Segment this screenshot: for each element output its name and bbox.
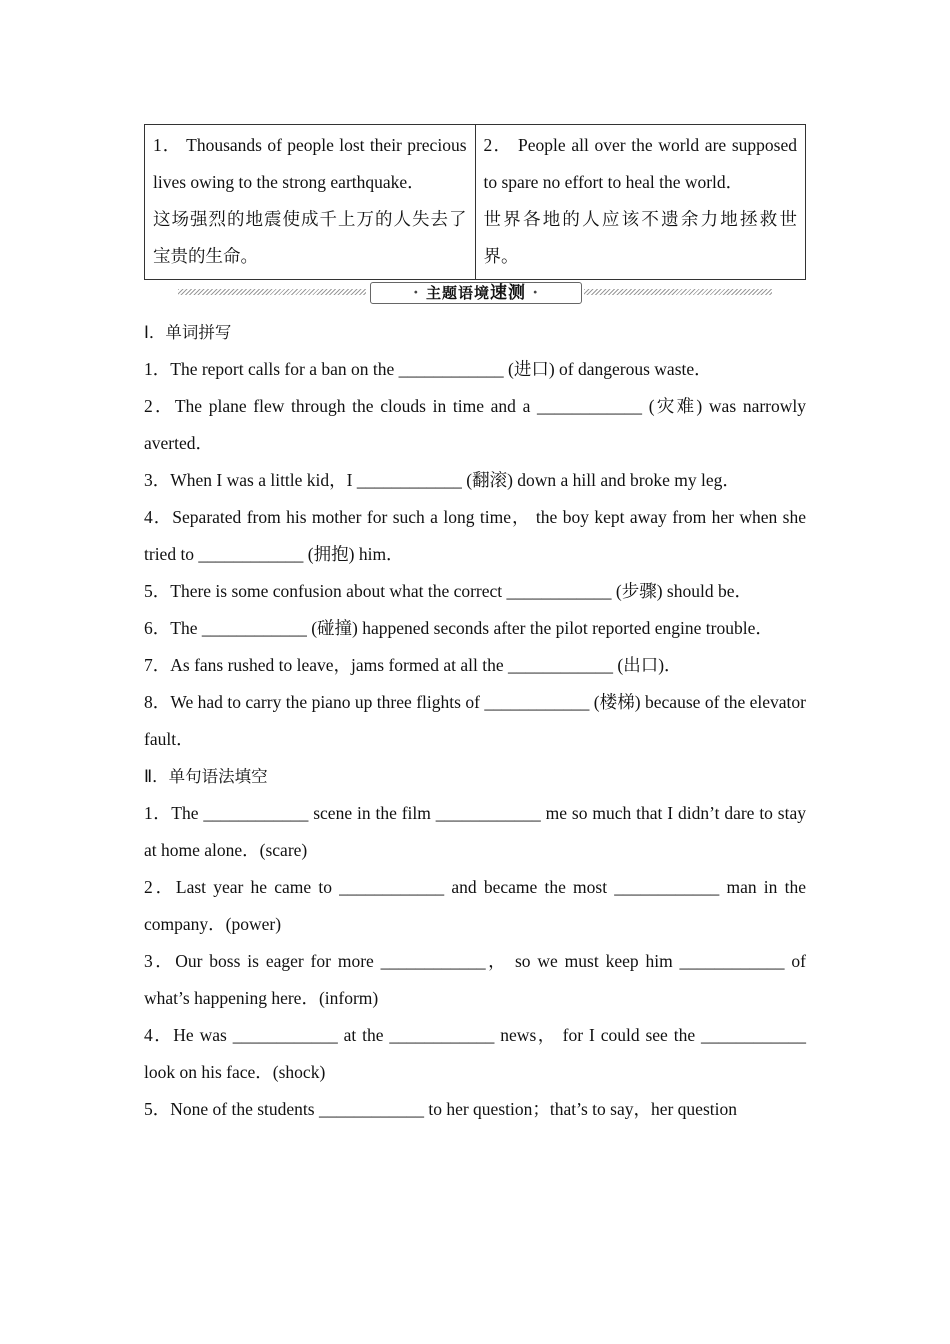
spelling-question-5: 5．There is some confusion about what the correct ____________ (步骤) should be．: [144, 581, 752, 601]
banner-emph: 速测: [490, 283, 526, 303]
spelling-question-1: 1．The report calls for a ban on the ____________ (进口) of dangerous waste．: [144, 359, 712, 379]
example-en-2: 2． People all over the world are supposed to spare no effort to heal the world．: [483, 135, 797, 192]
spelling-question-3: 3．When I was a little kid，I ____________ (翻滚) down a hill and broke my leg．: [144, 470, 740, 490]
grammar-question-5: 5．None of the students ____________ to her question；that’s to say，her question: [144, 1099, 737, 1119]
grammar-question-3: 3．Our boss is eager for more ____________， so we must keep him ____________ of what’s happening here．(inform): [144, 951, 806, 1008]
worksheet-page: [144, 124, 806, 1128]
example-cn-1: 这场强烈的地震使成千上万的人失去了宝贵的生命。: [153, 209, 467, 266]
section-title-spelling: Ⅰ．单词拼写: [144, 323, 232, 342]
example-sentence-table: [144, 124, 806, 280]
example-cell-left: [145, 125, 476, 280]
banner-hatch-left: [178, 289, 366, 295]
banner-title: • 主题语境速测 •: [370, 282, 582, 304]
section-banner: [144, 282, 806, 308]
example-en-1: 1． Thousands of people lost their precious lives owing to the strong earthquake．: [153, 135, 467, 192]
banner-hatch-right: [584, 289, 772, 295]
spelling-question-7: 7．As fans rushed to leave，jams formed at all the ____________ (出口)．: [144, 655, 682, 675]
example-cn-2: 世界各地的人应该不遗余力地拯救世界。: [483, 209, 797, 266]
grammar-question-4: 4．He was ____________ at the ____________ news， for I could see the ____________ look on his face．(shock): [144, 1025, 806, 1082]
spelling-question-8: 8．We had to carry the piano up three flights of ____________ (楼梯) because of the elevator fault．: [144, 692, 806, 749]
spelling-question-6: 6．The ____________ (碰撞) happened seconds after the pilot reported engine trouble．: [144, 618, 773, 638]
spelling-question-2: 2．The plane flew through the clouds in time and a ____________ (灾难) was narrowly averted．: [144, 396, 806, 453]
banner-text: 主题语境: [425, 284, 490, 302]
grammar-question-2: 2．Last year he came to ____________ and became the most ____________ man in the company．(power): [144, 877, 806, 934]
example-cell-right: [475, 125, 806, 280]
spelling-question-4: 4．Separated from his mother for such a long time， the boy kept away from her when she tried to ____________ (拥抱) him．: [144, 507, 806, 564]
section-title-grammar: Ⅱ．单句语法填空: [144, 767, 268, 786]
grammar-question-1: 1．The ____________ scene in the film ____________ me so much that I didn’t dare to stay at home alone．(scare): [144, 803, 806, 860]
